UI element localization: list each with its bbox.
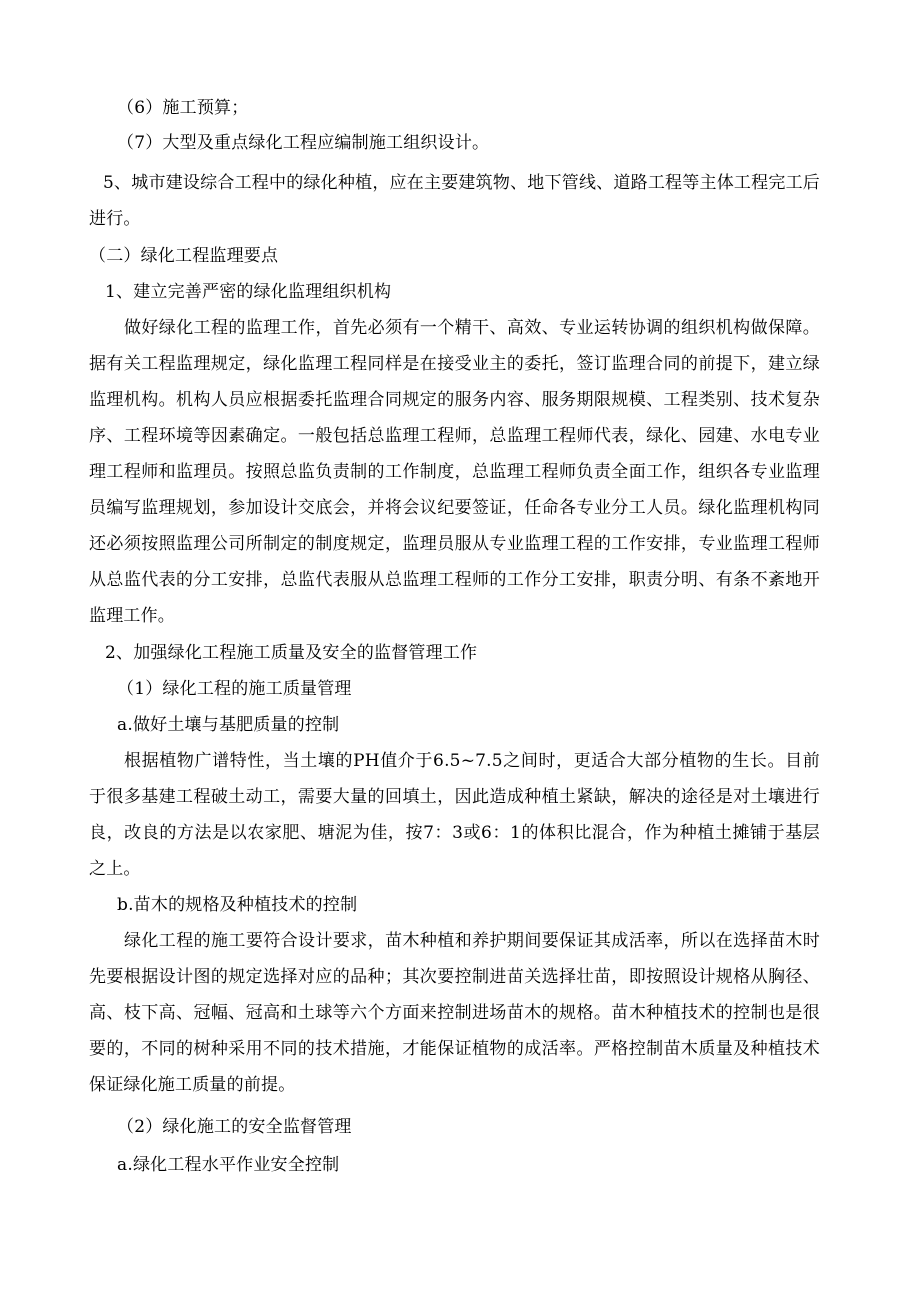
paragraph-line-last: 保证绿化施工质量的前提。 <box>89 1075 296 1095</box>
paragraph-5-line-2: 进行。 <box>89 209 141 229</box>
paragraph-line: 绿化工程的施工要符合设计要求，苗木种植和养护期间要保证其成活率，所以在选择苗木时 <box>124 931 820 951</box>
paragraph-line: 根据植物广谱特性，当土壤的PH值介于6.5~7.5之间时，更适合大部分植物的生长。目前 <box>124 751 820 771</box>
subheading-2: 2、加强绿化工程施工质量及安全的监督管理工作 <box>105 643 478 663</box>
paragraph-line: 据有关工程监理规定，绿化监理工程同样是在接受业主的委托，签订监理合同的前提下，建立绿 <box>89 354 820 374</box>
paragraph-line: 要的，不同的树种采用不同的技术措施，才能保证植物的成活率。严格控制苗木质量及种植技术 <box>89 1039 820 1059</box>
subheading-2-1-b: b.苗木的规格及种植技术的控制 <box>117 895 358 915</box>
paragraph-line: 先要根据设计图的规定选择对应的品种；其次要控制进苗关选择壮苗，即按照设计规格从胸径、 <box>89 967 820 987</box>
paragraph-5-line-1: 5、城市建设综合工程中的绿化种植，应在主要建筑物、地下管线、道路工程等主体工程完工后 <box>103 173 820 193</box>
paragraph-line: 还必须按照监理公司所制定的制度规定，监理员服从专业监理工程的工作安排，专业监理工程师 <box>89 534 820 554</box>
paragraph-line: 做好绿化工程的监理工作，首先必须有一个精干、高效、专业运转协调的组织机构做保障。 <box>124 318 820 338</box>
paragraph-line: 员编写监理规划，参加设计交底会，并将会议纪要签证，任命各专业分工人员。绿化监理机构同 <box>89 498 820 518</box>
paragraph-line: 监理机构。机构人员应根据委托监理合同规定的服务内容、服务期限规模、工程类别、技术复杂 <box>89 390 820 410</box>
paragraph-line: 理工程师和监理员。按照总监负责制的工作制度，总监理工程师负责全面工作，组织各专业监理 <box>89 462 820 482</box>
paragraph-line-last: 之上。 <box>89 859 141 879</box>
paragraph-line-last: 监理工作。 <box>89 606 175 626</box>
list-item-7: （7）大型及重点绿化工程应编制施工组织设计。 <box>117 133 490 153</box>
subheading-2-2-a: a.绿化工程水平作业安全控制 <box>117 1155 340 1175</box>
list-item-6: （6）施工预算； <box>117 98 249 118</box>
paragraph-line: 良，改良的方法是以农家肥、塘泥为佳，按7：3或6：1的体积比混合，作为种植土摊铺于基层 <box>89 823 820 843</box>
paragraph-line: 于很多基建工程破土动工，需要大量的回填土，因此造成种植土紧缺，解决的途径是对土壤进行 <box>89 787 820 807</box>
subheading-1: 1、建立完善严密的绿化监理组织机构 <box>105 282 392 302</box>
subheading-2-2: （2）绿化施工的安全监督管理 <box>117 1117 352 1137</box>
paragraph-line: 从总监代表的分工安排，总监代表服从总监理工程师的工作分工安排，职责分明、有条不紊地开 <box>89 570 820 590</box>
paragraph-line: 高、枝下高、冠幅、冠高和土球等六个方面来控制进场苗木的规格。苗木种植技术的控制也是很 <box>89 1003 820 1023</box>
subheading-2-1: （1）绿化工程的施工质量管理 <box>117 679 352 699</box>
subheading-2-1-a: a.做好土壤与基肥质量的控制 <box>117 715 340 735</box>
paragraph-line: 序、工程环境等因素确定。一般包括总监理工程师，总监理工程师代表，绿化、园建、水电专业 <box>89 426 820 446</box>
section-heading-2: （二）绿化工程监理要点 <box>89 246 279 266</box>
